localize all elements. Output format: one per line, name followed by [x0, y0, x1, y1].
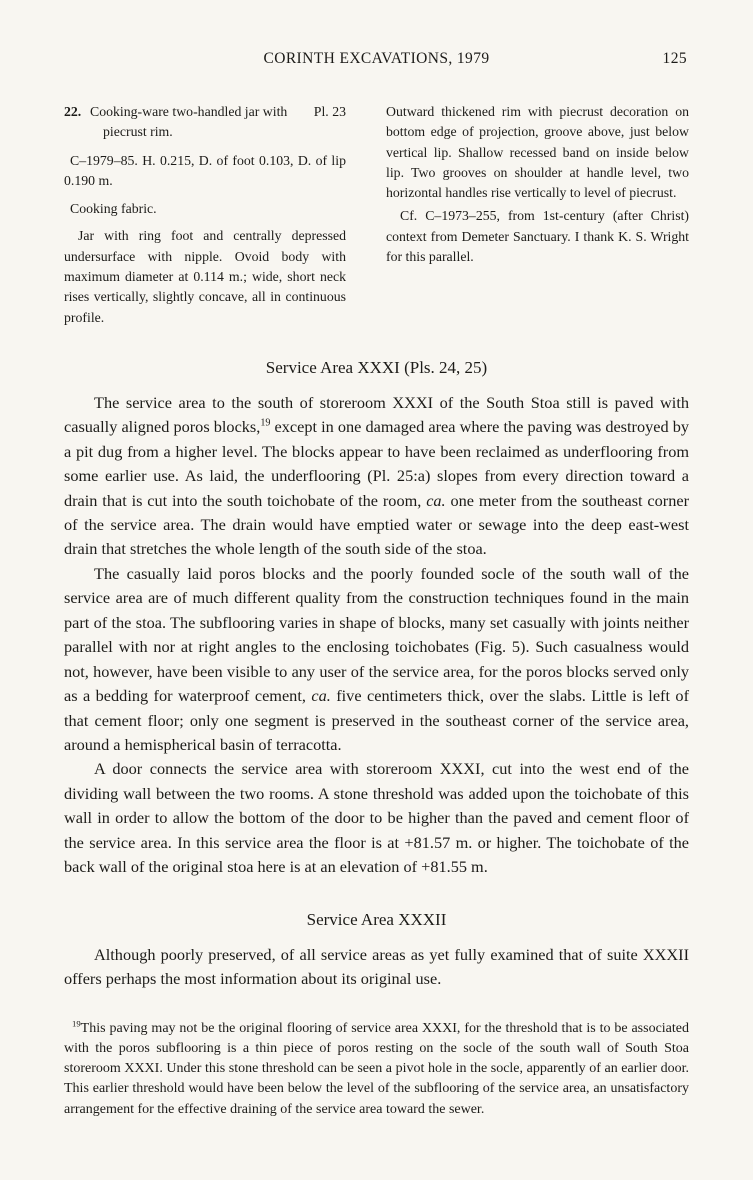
catalog-title-line2: piecrust rim.	[103, 124, 173, 140]
paragraph-xxxi-2: The casually laid poros blocks and the poorly founded socle of the south wall of the service area are of much different quality from the construction techniques found in the main part of the stoa. The subflooring varies in shape of blocks, many set casually with joints neither parallel with nor at right angles to the enclosing toichobates (Fig. 5). Such casualness would not, however, have been visible to any user of the service area, for the poros blocks served only as a bedding for waterproof cement, ca. five centimeters thick, over the slabs. Little is left of that cement floor; only one segment is preserved in the southeast corner of the service area, around a hemispherical basin of terracotta.	[64, 563, 689, 754]
plate-reference: Pl. 23	[313, 104, 346, 119]
catalog-entry-title	[90, 102, 346, 143]
catalog-left-column	[64, 102, 346, 328]
running-head-title: CORINTH EXCAVATIONS, 1979	[263, 50, 490, 67]
footnote-19: $^{19}$This paving may not be the original flooring of service area XXXI, for the threshold that is to be associated with the poros subflooring is a thin piece of poros resting on the socle of the south wall of South Stoa storeroom XXXI. Under this stone threshold can be seen a pivot hole in the socle, apparently of an earlier door. This earlier threshold would have been below the level of the subflooring of the service area, an unsatisfactory arrangement for the effective draining of the service area toward the sewer.	[64, 1018, 689, 1117]
section-service-area-xxxi	[64, 358, 689, 880]
catalog-right-column	[386, 102, 689, 328]
page-number: 125	[662, 50, 687, 67]
paragraph-xxxi-1: The service area to the south of storeroom XXXI of the South Stoa still is paved with casually aligned poros blocks,$^{19}$ except in one damaged area where the paving was destroyed by a pit dug from a higher level. The blocks appear to have been reclaimed as underflooring from some earlier use. As laid, the underflooring (Pl. 25:a) slopes from every direction toward a drain that is cut into the south toichobate of the room, ca. one meter from the southeast corner of the service area. The drain would have emptied water or sewage into the deep east-west drain that stretches the whole length of the south side of the stoa.	[64, 392, 690, 559]
catalog-title-row	[90, 102, 346, 122]
catalog-inventory-dimensions: C–1979–85. H. 0.215, D. of foot 0.103, D. of lip 0.190 m.	[64, 152, 346, 188]
catalog-fabric: Cooking fabric.	[70, 201, 157, 217]
catalog-entry-22	[64, 102, 689, 328]
page-header	[64, 50, 689, 68]
catalog-entry-heading	[64, 102, 346, 143]
section-service-area-xxxii	[64, 910, 689, 992]
catalog-title-line1: Cooking-ware two-handled jar with	[90, 104, 288, 119]
catalog-description: Jar with ring foot and centrally depressed undersurface with nipple. Ovoid body with maximum diameter at 0.114 m.; wide, short neck rises vertically, slightly concave, all in continuous profile.	[64, 228, 346, 325]
catalog-description-continued: Outward thickened rim with piecrust decoration on bottom edge of projection, groove above, just below vertical lip. Shallow recessed band on inside below lip. Two grooves on shoulder at handle level, two horizontal handles rise vertically to level of piecrust.	[386, 104, 689, 201]
section-heading-xxxi: Service Area XXXI (Pls. 24, 25)	[265, 357, 488, 377]
section-heading-xxxii: Service Area XXXII	[306, 909, 447, 929]
catalog-comparison: Cf. C–1973–255, from 1st-century (after Christ) context from Demeter Sanctuary. I thank K. S. Wright for this parallel.	[386, 208, 689, 264]
paragraph-xxxii-1: Although poorly preserved, of all service areas as yet fully examined that of suite XXXII offers perhaps the most information about its original use.	[64, 944, 689, 988]
paragraph-xxxi-3: A door connects the service area with storeroom XXXI, cut into the west end of the dividing wall between the two rooms. A stone threshold was added upon the toichobate of this wall in order to allow the bottom of the door to be higher than the paved and cement floor of the service area. In this service area the floor is at +81.57 m. or higher. The toichobate of the back wall of the original stoa here is at an elevation of +81.55 m.	[64, 759, 689, 877]
catalog-entry-number: 22.	[64, 104, 82, 119]
